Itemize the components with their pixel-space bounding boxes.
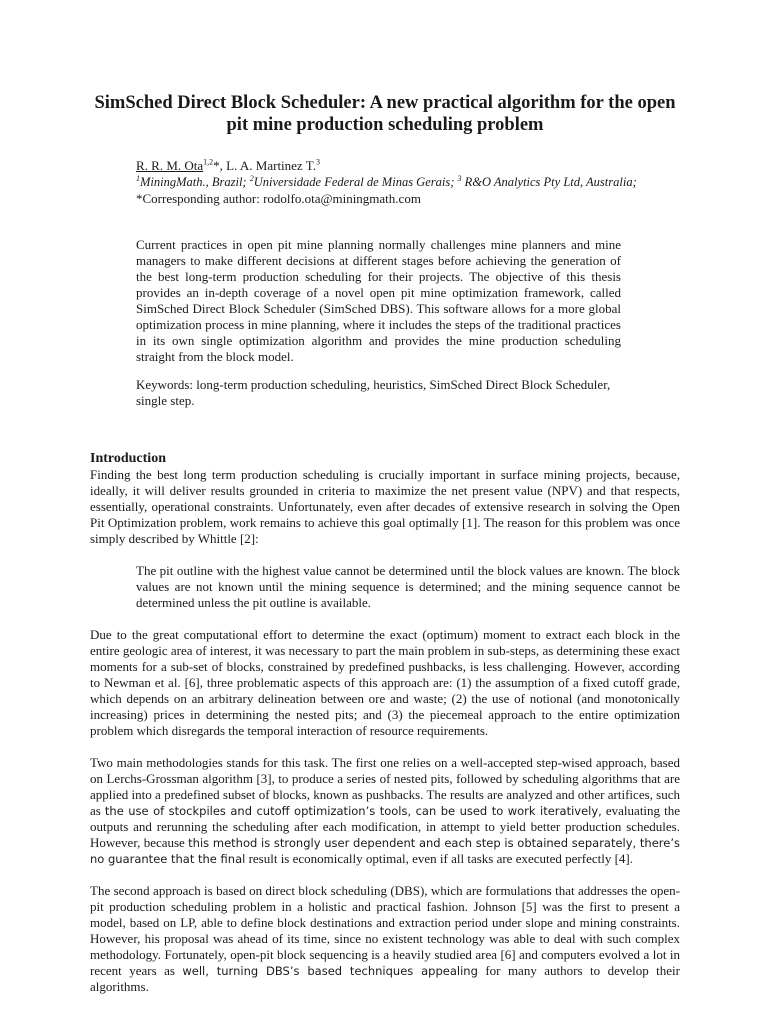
author-1-star: *, bbox=[213, 158, 223, 173]
affil-2-sup: 2 bbox=[249, 173, 254, 183]
affil-2: Universidade Federal de Minas Gerais; bbox=[253, 175, 458, 189]
abstract: Current practices in open pit mine planning normally challenges mine planners and mine managers to make different decisions at different stages before achieving the generation of the best long-term production scheduling for their projects. The objective of this thesis provides an in-depth coverage of a novel open pit mine optimization framework, called SimSched Direct Block Scheduler (SimSched DBS). This software allows for a more global optimization process in mine planning, where it includes the steps of the traditional practices in its own single optimization algorithm and provides the mine production scheduling straight from the block model. bbox=[136, 237, 621, 364]
keywords: Keywords: long-term production scheduling, heuristics, SimSched Direct Block Scheduler, single step. bbox=[136, 377, 611, 408]
paper-title: SimSched Direct Block Scheduler: A new practical algorithm for the open pit mine production scheduling problem bbox=[94, 93, 676, 135]
block-quote: The pit outline with the highest value cannot be determined until the block values are known. The block values are not known until the mining sequence is determined; and the mining sequence cannot be determined unless the pit outline is available. bbox=[136, 563, 680, 610]
author-1-superscript: 1,2 bbox=[203, 157, 214, 167]
section-heading-introduction: Introduction bbox=[90, 451, 166, 466]
affil-3: R&O Analytics Pty Ltd, Australia; bbox=[461, 175, 637, 189]
p3-text-c: evaluating the outputs and rerunning the scheduling after each modification, in attempt to yield better production schedules. However, because bbox=[90, 803, 680, 850]
affiliations bbox=[136, 174, 680, 190]
p3-text-d: this method is strongly user dependent and each step is obtained separately, there’s no guarantee that the final bbox=[90, 836, 680, 866]
affil-1: MiningMath., Brazil; bbox=[140, 175, 250, 189]
intro-paragraph-4 bbox=[90, 883, 680, 995]
affil-1-sup: 1 bbox=[136, 173, 140, 183]
intro-paragraph-2: Due to the great computational effort to determine the exact (optimum) moment to extract each block in the entire geologic area of interest, it was necessary to part the main problem in sub-steps, as determining these exact moments for a sub-set of blocks, constrained by predefined pushbacks, is less challenging. However, according to Newman et al. [6], three problematic aspects of this approach are: (1) the assumption of a fixed cutoff grade, which depends on an arbitrary delineation between ore and waste; (2) the use of notional (and monotonically increasing) prices in determining the nested pits; and (3) the piecemeal approach to the entire optimization problem which disregards the temporal interaction of resource requirements. bbox=[90, 627, 680, 738]
p3-text-a: Two main methodologies stands for this task. The first one relies on a well-accepted step-wised approach, based on Lerchs-Grossman algorithm [3], to produce a series of nested pits, followed by scheduling algorithms that are applied into a predefined subset of blocks, known as pushbacks. The results are analyzed and other artifices, such as bbox=[90, 755, 680, 818]
author-1-name: R. R. M. Ota bbox=[136, 158, 204, 173]
p4-text-a: The second approach is based on direct block scheduling (DBS), which are formulations that addresses the open-pit production scheduling problem in a holistic and practical fashion. Johnson [5] was the first to present a model, based on LP, able to define block destinations and extraction period under slope and mining constraints. However, his proposal was ahead of its time, since no existent technology was able to deal with such complex methodology. Fortunately, open-pit block sequencing is a heavily studied area [6] and computers evolved a lot in recent years as bbox=[90, 883, 680, 978]
author-2-superscript: 3 bbox=[315, 157, 320, 167]
intro-paragraph-3 bbox=[90, 755, 680, 867]
p3-text-b: the use of stockpiles and cutoff optimization’s tools, can be used to work iteratively, bbox=[104, 804, 602, 818]
p4-text-c: for many authors to develop their algorithms. bbox=[90, 963, 680, 994]
p4-text-b: well, turning DBS’s based techniques appealing bbox=[182, 964, 478, 978]
intro-paragraph-1: Finding the best long term production scheduling is crucially important in surface mining projects, because, ideally, it will deliver results grounded in criteria to maximize the net present value (NPV) and that respects, essentially, operational constraints. Unfortunately, even after decades of extensive research in solving the Open Pit Optimization problem, work remains to achieve this goal optimally [1]. The reason for this problem was once simply described by Whittle [2]: bbox=[90, 467, 680, 546]
author-2-name: L. A. Martinez T. bbox=[222, 158, 316, 173]
corresponding-author: *Corresponding author: rodolfo.ota@miningmath.com bbox=[136, 191, 421, 206]
author-block bbox=[136, 158, 680, 207]
p3-text-e: result is economically optimal, even if all tasks are executed perfectly [4]. bbox=[245, 851, 633, 866]
author-line bbox=[136, 158, 680, 174]
affil-3-sup: 3 bbox=[457, 173, 462, 183]
